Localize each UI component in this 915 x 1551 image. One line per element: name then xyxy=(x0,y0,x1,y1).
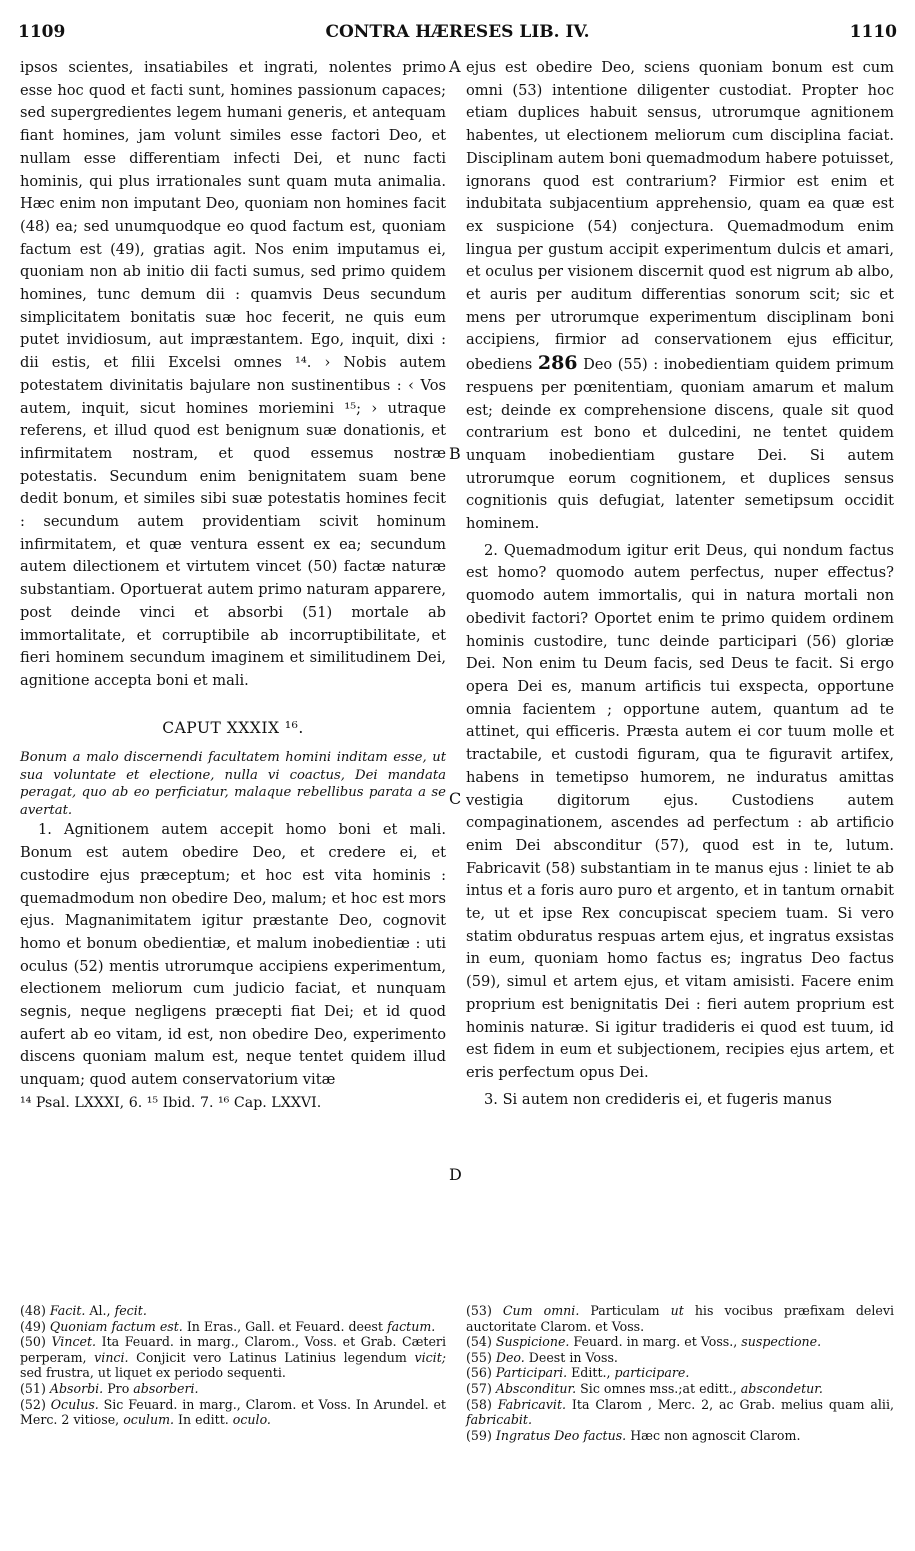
note-59: (59) Ingratus Deo factus. Hæc non agnoscit Clarom. xyxy=(466,1427,801,1443)
notes-left xyxy=(20,1303,446,1428)
page-marker: 286 xyxy=(537,352,578,375)
note-57: (57) Absconditur. Sic omnes mss.;at editt., abscondetur. xyxy=(466,1380,823,1396)
page-number-right: 1110 xyxy=(849,22,897,42)
right-paragraph-2: 2. Quemadmodum igitur erit Deus, qui nondum factus est homo? quomodo autem perfectus, nuper effectus? quomodo autem immortalis, qui in natura mortali non obedivit factori? Oportet enim te primo quidem ordinem hominis custodire, tunc deinde participari (56) gloriæ Dei. Non enim tu Deum facis, sed Deus te facit. Si ergo opera Dei es, manum artificis tui exspecta, opportune omnia facientem ; opportune autem, quantum ad te attinet, qui efficeris. Præsta autem ei cor tuum molle et tractabile, et custodi figuram, qua te figuravit artifex, habens in temetipso humorem, ne induratus amittas vestigia digitorum ejus. Custodiens autem compaginationem, ascendes ad perfectum : ab artificio enim Dei absconditur (57), quod est in te, lutum. Fabricavit (58) substantiam in te manus ejus : liniet te ab intus et a foris auro puro et argento, et in tantum ornabit te, ut et ipse Rex concupiscat speciem tuam. Si vero statim obduratus respuas artem ejus, et ingratus exsistas in eum, quoniam homo factus es; ingratus Deo factus (59), simul et artem ejus, et vitam amisisti. Facere enim proprium est benignitatis Dei : fieri autem proprium est hominis naturæ. Si igitur tradideris ei quod est tuum, id est fidem in eum et subjectionem, recipies ejus artem, et eris perfectum opus Dei. xyxy=(466,541,894,1081)
left-paragraph-2: 1. Agnitionem autem accepit homo boni et mali. Bonum est autem obedire Deo, et credere ei, et custodire ejus præceptum; et hoc est vita hominis : quemadmodum non obedire Deo, malum; et hoc est mors ejus. Magnanimitatem igitur præstante Deo, cognovit homo et bonum obedientiæ, et malum inobedientiæ : uti oculus (52) mentis utrorumque accipiens experimentum, electionem meliorum cum judicio faciat, et nunquam segnis, neque negligens præcepti fiat Dei; et id quod aufert ab eo vitam, id est, non obedire Deo, experimento discens quoniam malum est, neque tentet quidem illud unquam; quod autem conservatorium vitæ xyxy=(20,821,446,1089)
chapter-summary: Bonum a malo discernendi facultatem homini inditam esse, ut sua voluntate et electione, nulla vi coactus, Dei mandata peragat, quo ab eo perficiatur, malaque rebellibus parata a se avertat. xyxy=(20,750,446,818)
right-paragraph-3: 3. Si autem non credideris ei, et fugeris manus xyxy=(484,1090,832,1108)
note-54: (54) Suspicione. Feuard. in marg. et Voss., suspectione. xyxy=(466,1334,822,1350)
page-number-left: 1109 xyxy=(18,22,66,42)
margin-letter-a: A xyxy=(449,57,461,76)
chapter-title: CAPUT XXXIX ¹⁶. xyxy=(162,718,304,737)
note-56: (56) Participari. Editt., participare. xyxy=(466,1365,690,1381)
note-49: (49) Quoniam factum est. In Eras., Gall. et Feuard. deest factum. xyxy=(20,1318,436,1334)
right-paragraph-1-before: ejus est obedire Deo, sciens quoniam bonum est cum omni (53) intentione diligenter custodiat. Propter hoc etiam duplices habuit sensus, utrorumque agnitionem habentes, ut electionem meliorum cum disciplina faciat. Disciplinam autem boni quemadmodum habere potuisset, ignorans quod est contrarium? Firmior est enim et indubitata subjacentium apprehensio, quam ea quæ est ex suspicione (54) conjectura. Quemadmodum enim lingua per gustum accipit experimentum dulcis et amari, et oculus per visionem discernit quod est nigrum ab albo, et auris per auditum differentias sonorum scit; sic et mens per utrorumque experimentum disciplinam boni accipiens, firmior ad conservationem ejus efficitur, obediens xyxy=(466,59,894,374)
right-paragraph-1 xyxy=(466,57,894,536)
margin-letter-c: C xyxy=(449,789,462,808)
note-53: (53) Cum omni. Particulam ut his vocibus præfixam delevi auctoritate Clarom. et Voss. xyxy=(466,1303,894,1334)
margin-letter-d: D xyxy=(449,1165,462,1184)
notes-right xyxy=(466,1303,894,1443)
running-title: CONTRA HÆRESES LIB. IV. xyxy=(325,22,590,42)
note-58: (58) Fabricavit. Ita Clarom , Merc. 2, ac Grab. melius quam alii, fabricabit. xyxy=(466,1396,894,1428)
running-header xyxy=(18,22,897,48)
left-paragraph-1: ipsos scientes, insatiabiles et ingrati, nolentes primo esse hoc quod et facti sunt, homines passionum capaces; sed supergredientes legem humani generis, et antequam fiant homines, jam volunt similes esse factori Deo, et nullam esse differentiam infecti Dei, et nunc facti hominis, qui plus irrationales sunt quam muta animalia. Hæc enim non imputant Deo, quoniam non homines facit (48) ea; sed unumquodque eo quod factum est, quoniam factum est (49), gratias agit. Nos enim imputamus ei, quoniam non ab initio dii facti sumus, sed primo quidem homines, tunc demum dii : quamvis Deus secundum simplicitatem bonitatis suæ hoc fecerit, ne quis eum putet invidiosum, aut impræstantem. Ego, inquit, dixi : dii estis, et filii Excelsi omnes ¹⁴. › Nobis autem potestatem divinitatis bajulare non sustinentibus : ‹ Vos autem, inquit, sicut homines moriemini ¹⁵; › utraque referens, et illud quod est benignum suæ donationis, et infirmitatem nostram, et quod essemus nostræ potestatis. Secundum enim benignitatem suam bene dedit bonum, et similes sibi suæ potestatis homines fecit : secundum autem providentiam scivit hominum infirmitatem, et quæ ventura essent ex ea; secundum autem dilectionem et virtutem vincet (50) factæ naturæ substantiam. Oportuerat autem primo naturam apparere, post deinde vinci et absorbi (51) mortale ab immortalitate, et corruptibile ab incorruptibilitate, et fieri hominem secundum imaginem et similitudinem Dei, agnitione accepta boni et mali. xyxy=(20,59,446,689)
right-paragraph-1-after: Deo (55) : inobedientiam quidem primum respuens per pœnitentiam, quoniam amarum et malum est; deinde ex comprehensione discens, quale sit quod contrarium est bono et dulcedini, ne tentet quidem unquam inobedientiam gustare Dei. Si autem utrorumque eorum cognitionem, et duplices sensus cognitionis quis defugiat, latenter semetipsum occidit hominem. xyxy=(466,356,895,533)
scripture-notes: ¹⁴ Psal. LXXXI, 6. ¹⁵ Ibid. 7. ¹⁶ Cap. LXXVI. xyxy=(20,1094,322,1111)
note-48: (48) Facit. Al., fecit. xyxy=(20,1303,147,1318)
left-column xyxy=(20,57,446,1115)
note-55: (55) Deo. Deest in Voss. xyxy=(466,1349,618,1365)
right-column xyxy=(466,57,894,1111)
margin-letter-b: B xyxy=(449,444,461,463)
note-51: (51) Absorbi. Pro absorberi. xyxy=(20,1380,199,1396)
note-52: (52) Oculus. Sic Feuard. in marg., Clarom. et Voss. In Arundel. et Merc. 2 vitiose, oculum. In editt. oculo. xyxy=(20,1396,446,1428)
note-50: (50) Vincet. Ita Feuard. in marg., Clarom., Voss. et Grab. Cæteri perperam, vinci. Conjicit vero Latinus Latinius legendum vicit; sed frustra, ut liquet ex periodo sequenti. xyxy=(20,1334,446,1381)
